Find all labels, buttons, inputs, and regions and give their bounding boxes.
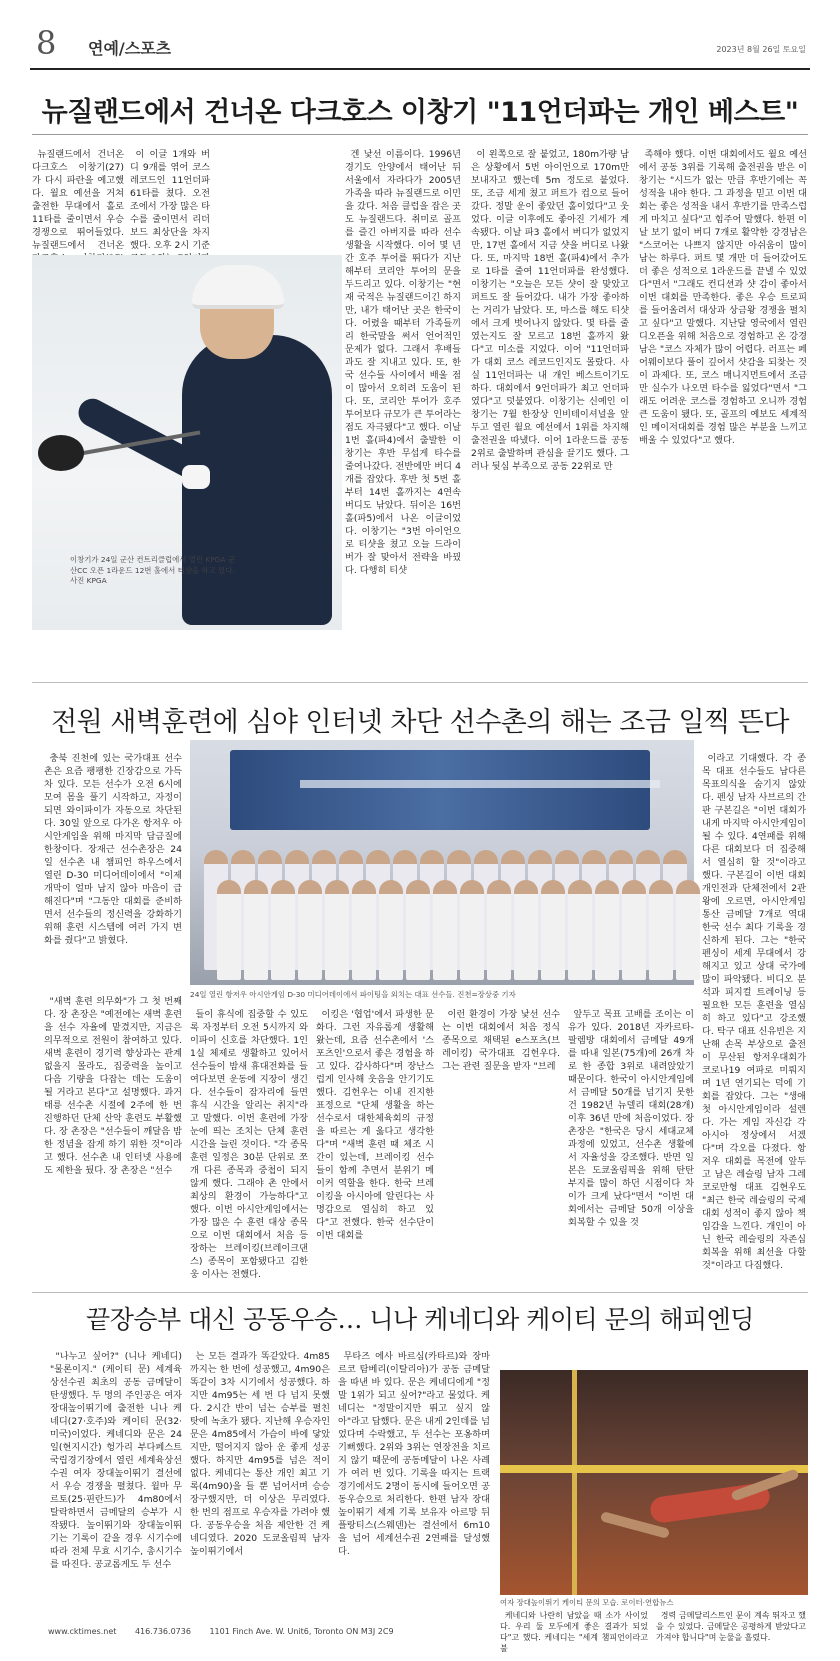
article3-headline: 끝장승부 대신 공동우승… 니나 케네디와 케이티 문의 해피엔딩 <box>86 1305 754 1334</box>
article2-col3: 이킹은 '협업'에서 파생한 문화다. 그런 자유롭게 생활해 왔는데, 요즘 선수촌에서 '스포츠인'으로서 좋은 경험을 하고 있다. 감사하다"며 장난스럽게 인사해 웃음을 안기기도 했다. 김헌우는 이내 진지한 표정으로 "단체 생활을 하는 선수로서 대한체육회의 규정을 따르는 게 옳다고 생각한다"며 "새벽 훈련 때 체조 시간이 있는데, 브레이킹 선수들이 함께 추면서 분위기 메이커 역할을 한다. 한국 브레이킹을 아시아에 알린다는 사명감으로 열심히 하고 있다"고 전했다. 한국 선수단이 이번 대회를 <box>316 1009 434 1241</box>
article2-col5: 앞두고 목표 고배를 조이는 이유가 있다. 2018년 자카르타-팔렘방 대회에서 금메달 49개를 따내 일본(75개)에 26개 차로 한 종합 3위로 내려앉았기 때문이다. 한국이 아시안게임에서 금메달 50개를 넘기지 못한 건 1982년 뉴델리 대회(28개) 이후 36년 만에 처음이었다. 장 촌장은 "한국은 당시 세대교체 과정에 있었고, 선수촌 생활에서 자율성을 강조했다. 반면 일본은 도쿄올림픽을 위해 탄탄 부지를 많이 하던 시점이다 차이가 크게 났다"면서 "이번 대회에서는 금메달 50개 이상을 회복할 수 있을 것 <box>568 1009 694 1228</box>
article2-col2: 들이 휴식에 집중할 수 있도록 자정부터 오전 5시까지 와이파이 신호를 차단했다. 1인 1실 체제로 생활하고 있어서 선수들이 밤새 휴대전화를 들여다보면 운동에 지장이 생긴다. 선수들이 잠자리에 들면 휴식 시간을 알리는 취지"라고 말했다. 이번 훈련에 가장 눈에 띄는 조치는 단체 훈련 시간을 늘린 것이다. "각 종목 훈련 일정은 30분 단위로 쪼개 다른 종목과 중첩이 되지 않게 했다. 그래야 촌 안에서 최상의 환경이 가능하다"고 했다. 이번 아시안게임에서는 가장 많은 수 훈련 대상 종목으로 이번 대회에서 처음 등장하는 브레이킹(브레이크댄스) 종목이 포함됐다고 김한웅 이사는 전했다. <box>190 1009 308 1280</box>
vault-pole <box>572 1370 577 1595</box>
issue-date: 2023년 8월 26일 토요일 <box>716 45 806 54</box>
athlete-figure <box>379 880 403 980</box>
article1-col4: 이 왼쪽으로 잘 붙었고, 180m가량 남은 상황에서 5번 아이언으로 170m만 보내자고 했는데 5m 정도로 붙었다. 또, 조금 세게 쳤고 퍼트가 컵으로 들어갔다. 정말 운이 좋았던 홀이었다"고 웃었다. 이글 이후에도 좋아진 기세가 계속됐다. 이날 파3 홀에서 버디가 없었지만, 17번 홀에서 지금 샷을 버디로 나왔다. 또, 마지막 18번 홀(파4)에서 추가로 1타를 줄여 11언더파를 완성했다. 이창기는 "오늘은 모든 샷이 잘 맞았고 퍼트도 잘 들어갔다. 내가 가장 좋아하는 거리가 남았다. 또, 마스를 해도 티샷에서 크게 벗어나지 않았다. 몇 타를 줄였는지도 잘 모르고 18번 홀까지 왔다"고 미소를 지었다. 이어 "11언더파가 대회 코스 레코드인지도 몰랐다. 사실 11언더파는 내 개인 베스트이기도 하다. 대회에서 9언더파가 최고 언더파였다"고 덧붙였다. 이창기는 신예인 이창기는 7월 한장상 인비테이셔널을 앞두고 열린 월요 예선에서 1위를 차지해 출전권을 따냈다. 이어 1라운드를 공동 2위로 출발하며 관심을 끌기도 했다. 그러나 뒷심 부족으로 공동 22위로 만 <box>471 149 629 472</box>
athlete-figure <box>649 880 673 980</box>
article1-caption: 이창기가 24일 군산 컨트리클럽에서 열린 KPGA 군산CC 오픈 1라운드 12번 홀에서 티샷을 하고 있다. 사진 KPGA <box>70 555 235 585</box>
section-title: 연예/스포츠 <box>88 39 172 58</box>
article3-col2: 는 모든 결과가 똑같았다. 4m85까지는 한 번에 성공했고, 4m90은 똑같이 3차 시기에서 성공했다. 하지만 4m95는 세 번 다 넘지 못했다. 2시간 반이 넘는 승부를 펼친 탓에 녹초가 됐다. 지난해 우승자인 문은 4m85에서 가슴이 바에 닿았지만, 떨어지지 않아 운 좋게 성공했다. 하지만 4m95를 넘은 적이 없다. 케네디는 통산 개인 최고 기록(4m90)을 들 뿐 넘어서며 승승장구했지만, 더 이상은 무리였다. 한 번의 점프로 우승자를 가려야 했다. 공동우승을 처음 제안한 건 케네디였다. 2020 도쿄올림픽 남자 높이뛰기에서 <box>190 1351 330 1557</box>
athlete-figure <box>622 880 646 980</box>
athlete-figure <box>460 880 484 980</box>
website-link[interactable]: www.cktimes.net <box>48 1627 117 1636</box>
athlete-figure <box>406 880 430 980</box>
athlete-figure <box>568 880 592 980</box>
athlete-figure <box>244 880 268 980</box>
event-banner <box>230 750 650 830</box>
divider <box>32 682 808 683</box>
article3-col1: "나누고 싶어?" (니나 케네디) "물론이지." (케이티 문) 세계육상선수권 최초의 공동 금메달이 탄생했다. 두 명의 주인공은 여자 장대높이뛰기에 출전한 니나 케네디(27·호주)와 케이티 문(32·미국)이었다. 케네디와 문은 24일(현지시간) 헝가리 부다페스트 국립경기장에서 열린 세계육상선수권 여자 장대높이뛰기 결선에서 우승 경쟁을 펼쳤다. 윌마 무르토(25·핀란드)가 4m80에서 탈락하면서 금메달의 승부가 시작됐다. 높이뛰기와 장대높이뛰기는 기록이 같을 경우 시기수에 따라 전체 무효 시기수, 총시기수를 따진다. 공교롭게도 두 선수 <box>50 1351 182 1570</box>
article1-col5: 족해야 했다. 이번 대회에서도 월요 예선에서 공동 3위를 기록해 출전권을 받은 이창기는 "시드가 없는 만큼 후반기에는 꼭 성적을 내야 한다. 그 과정을 믿고 이번 대회는 좋은 성적을 내서 후반기를 만족스럽게 마치고 싶다"고 힘주어 말했다. 한편 이날 보기 없이 버디 7개로 활약한 강경남은 "스코어는 나쁘지 않지만 아쉬움이 많이 남는 하루다. 퍼트 몇 개만 더 들어갔어도 더 좋은 성적으로 1라운드를 끝낼 수 있었다"면서 "그래도 컨디션과 샷 감이 좋아서 이번 대회를 만족한다. 좋은 우승 트로피를 들어올려서 대상과 상금왕 경쟁을 펼치고 싶다"고 말했다. 지난달 영국에서 열린 디오픈을 위해 처음으로 경험하고 온 강경남은 "코스 자체가 많이 어렵다. 러프는 페어웨이보다 풀이 깊어서 샷감을 되찾는 것이 과제다. 또, 코스 매니지먼트에서 조금만 실수가 나오면 타수를 잃었다"면서 "그래도 어려운 코스를 경험하고 오니까 경험 큰 도움이 됐다. 또, 골프의 예보도 세계적인 메이저대회를 경험 많은 부분을 느끼고 배울 수 있었다"고 했다. <box>639 149 807 446</box>
article1-col1: 뉴질랜드에서 건너온 다크호스 이창기(27)가 다시 파란을 예고했다. 월요 예선을 거쳐 출전한 무대에서 홀로 11타를 줄이면서 우승 경쟁으로 뛰어들었다. 뉴질랜드에서 건너온 <box>32 149 124 251</box>
team-photo <box>190 740 694 985</box>
athlete-figure <box>352 880 376 980</box>
article1-headline: 뉴질랜드에서 건너온 다크호스 이창기 "11언더파는 개인 베스트" <box>41 97 799 128</box>
article2-col1-top: 충북 진천에 있는 국가대표 선수촌은 요즘 팽팽한 긴장감으로 가득 차 있다. 모든 선수가 오전 6시에 모여 몸을 풀기 시작하고, 자정이 되면 와이파이가 자동으로 차단된다. 30일 앞으로 다가온 항저우 아시안게임을 위해 마지막 담금질에 한창이다. 장재근 선수촌장은 24일 선수촌 내 챔피언 하우스에서 열린 D-30 미디어데이에서 "이제 개막이 얼마 남지 않아 마음이 급해진다"며 "그동안 대회를 준비하면서 선수들의 정신력을 강화하기 위해 훈련 시스템에 여러 가지 변화를 줬다"고 밝혔다. <box>44 753 182 946</box>
crossbar <box>500 1465 808 1473</box>
athlete-figure <box>595 880 619 980</box>
article2-caption: 24일 열린 항저우 아시안게임 D-30 미디어데이에서 파이팅을 외치는 대표 선수들. 진천=장상중 기자 <box>190 990 516 999</box>
athlete-figure <box>271 880 295 980</box>
article2-col1-bottom: "새벽 훈련 의무화"가 그 첫 번째다. 장 촌장은 "예전에는 새벽 훈련을 선수 자율에 맡겼지만, 지금은 의무적으로 전원이 참여하고 있다. 새벽 훈련이 경기력 향상과는 관계없을지 몰라도, 집중력을 높이고 다음 기량을 다잡는 데는 도움이 될 거라고 본다"고 설명했다. 과거 태릉 선수촌 시절에 2주에 한 번 진행하던 단체 산악 훈련도 부활했다. 장 촌장은 "선수들이 깨달음 밤한 정념을 잡게 하기 위한 것"이라고 했다. 선수촌 내 인터넷 사용에도 제한을 뒀다. 장 촌장은 "선수 <box>44 996 182 1176</box>
athlete-figure <box>541 880 565 980</box>
article2-col6: 이라고 기대했다. 각 종목 대표 선수들도 남다른 목표의식을 숨기지 않았다. 펜싱 남자 사브르의 간판 구본길은 "이번 대회가 내게 마지막 아시안게임이 될 수 있다. 4연패를 위해 다른 대회보다 더 집중해서 열심히 할 것"이라고 했다. 구본길이 이번 대회 개인전과 단체전에서 2관왕에 오르면, 아시안게임 통산 금메달 7개로 역대 한국 선수 최다 기록을 경신하게 된다. 그는 "한국 펜싱이 세계 무대에서 강해지고 있고 상대 국가에 많이 파악됐다. 비디오 분석과 피지컬 트레이닝 등 필요한 모든 훈련을 열심히 하고 있다"고 강조했다. 탁구 대표 신유빈은 지난해 손목 부상으로 출전이 무산된 항저우대회가 코로나19 여파로 미뤄지며 1년 연기되는 덕에 기회를 잡았다. 그는 "생애 첫 아시안게임이라 설렌다. 가는 게임 자신감 각 아시아 정상에서 서겠다"며 각오를 다졌다. 항저우 대회를 목전에 앞두고 남은 레슬링 남자 그레코로만형 대표 김현우도 "최근 한국 레슬링의 국제대회 성적이 좋지 않아 책임감을 느낀다. 개인이 아닌 한국 레슬링의 자존심 회복을 위해 최선을 다할 것"이라고 다짐했다. <box>702 753 806 1271</box>
athlete-figure <box>676 880 700 980</box>
divider <box>32 134 808 135</box>
article2-col4: 이런 환경이 가장 낯선 선수는 이번 대회에서 처음 정식 종목으로 채택된 e스포츠(브레이킹) 국가대표 김헌우다. 그는 관련 질문을 받자 "브레 <box>442 1009 560 1072</box>
athlete-figure <box>217 880 241 980</box>
address: 1101 Finch Ave. W. Unit6, Toronto ON M3J 2C9 <box>209 1627 394 1636</box>
athlete-figure <box>433 880 457 980</box>
page-header <box>30 18 810 70</box>
page-number: 8 <box>36 24 57 62</box>
article3-col3: 무타즈 에사 바르심(카타르)와 장마르코 탐베리(이탈리아)가 공동 금메달을 따낸 바 있다. 문은 케네디에게 "정말 1위가 되고 싶어?"라고 물었다. 케네디는 "정말이지만 뛰고 싶지 않아"라고 답했다. 문은 내게 2인데를 넘었다며 수락했고, 두 선수는 포옹하며 기뻐했다. 2위와 3위는 연장전을 치르지 않기 때문에 공동메달이 나온 사례가 여러 번 있다. 기록을 따지는 트랙 경기에서도 2명이 동시에 들어오면 공동우승으로 처리한다. 한편 남자 장대높이뛰기 세계 기록 보유자 아르망 뒤플랑티스(스웨덴)는 결선에서 6m10을 넘어 세계선수권 2연패를 달성했다. <box>338 1351 490 1557</box>
divider <box>32 1292 808 1293</box>
phone-number: 416.736.0736 <box>134 1627 191 1636</box>
article3-caption: 여자 장대높이뛰기 케이티 문의 모습. 로이터·연합뉴스 <box>500 1598 674 1607</box>
article3-col4-tail: 케네디와 나란히 남았을 때 소가 사이었다. 우리 둘 모두에게 좋은 결과가 되었다"고 했다. 케네디는 "세계 챔피언이라고 불 <box>500 1611 648 1653</box>
athlete-figure <box>325 880 349 980</box>
article2-headline: 전원 새벽훈련에 심야 인터넷 차단 선수촌의 해는 조금 일찍 뜬다 <box>51 707 789 738</box>
athlete-figure <box>487 880 511 980</box>
golf-club <box>38 435 84 471</box>
article3-col5-tail: 경력 금메달리스트인 문이 계속 뛰자고 했을 수 있었다. 금메달은 공평하게 받았다고 가져야 합니다"며 눈물을 흘렸다. <box>656 1611 806 1642</box>
golfer-cap <box>192 265 284 309</box>
page-footer <box>48 1627 410 1636</box>
pole-vault-photo <box>500 1370 808 1595</box>
article1-col3: 겐 낯선 이름이다. 1996년 경기도 안양에서 태어난 뒤 서울에서 자라다가 2005년 가족을 따라 뉴질랜드로 이민을 갔다. 처음 클럽을 잡은 곳도 뉴질랜드다. 취미로 골프를 즐긴 아버지를 따라 선수 생활을 시작했다. 이어 몇 년간 호주 투어를 뛰다가 지난해부터 코리안 투어의 문을 두드리고 있다. 이창기는 "현재 국적은 뉴질랜드이긴 하지만, 내가 태어난 곳은 한국이다. 어렸을 때부터 가족들끼리 한국말을 써서 언어적인 문제가 없다. 그래서 후배들과도 잘 지내고 있다. 또, 한국 선수들 사이에서 배울 점이 많아서 오히려 도움이 된다. 또, 코리안 투어가 호주 투어보다 규모가 큰 투어라는 점도 자극됐다"고 했다. 이날 1번 홀(파4)에서 출발한 이창기는 후반 무섭게 타수를 줄여나갔다. 전반에만 버디 4개를 잡았다. 후반 첫 5번 홀부터 14번 홀까지는 4연속 버디도 낚았다. 뒤이은 16번 홀(파5)에서 나온 이글이었다. 이창기는 "3번 아이언으로 티샷을 쳤고 오늘 드라이버가 잘 맞아서 전략을 바꿨다. 다행히 티샷 <box>345 149 461 576</box>
article1-col2: 이 이글 1개와 버디 9개를 엮어 코스 레코드인 11언더파 61타를 쳤다. 오전조에서 가장 많은 타수를 줄이면서 리더보드 최상단을 차지했다. 오후 2시 기준 <box>130 149 210 251</box>
athlete-figure <box>298 880 322 980</box>
athlete-figure <box>514 880 538 980</box>
